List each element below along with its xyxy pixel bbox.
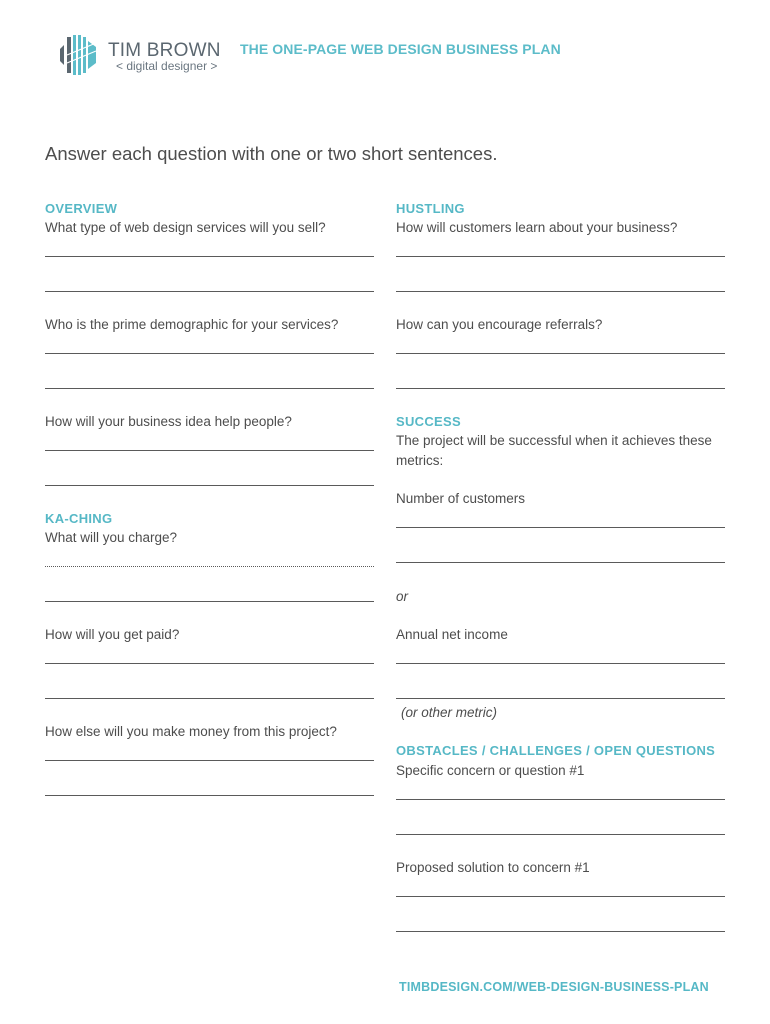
answer-line[interactable]	[396, 353, 725, 354]
answer-line[interactable]	[396, 834, 725, 835]
question-concern: Specific concern or question #1	[396, 763, 585, 778]
brand-tagline: < digital designer >	[116, 59, 218, 73]
success-heading: SUCCESS	[396, 414, 461, 429]
question-demographic: Who is the prime demographic for your services?	[45, 317, 339, 332]
answer-line[interactable]	[396, 896, 725, 897]
obstacles-heading: OBSTACLES / CHALLENGES / OPEN QUESTIONS	[396, 743, 716, 758]
answer-line[interactable]	[45, 485, 374, 486]
answer-line[interactable]	[396, 799, 725, 800]
answer-line[interactable]	[45, 698, 374, 699]
question-help-people: How will your business idea help people?	[45, 414, 292, 429]
question-learn: How will customers learn about your business?	[396, 220, 678, 235]
answer-line[interactable]	[45, 388, 374, 389]
answer-line[interactable]	[45, 760, 374, 761]
answer-line[interactable]	[45, 601, 374, 602]
success-intro: The project will be successful when it achieves these metrics:	[396, 433, 712, 468]
footer-url[interactable]: TIMBDESIGN.COM/WEB-DESIGN-BUSINESS-PLAN	[399, 980, 709, 994]
metric-income: Annual net income	[396, 627, 508, 642]
answer-line[interactable]	[45, 291, 374, 292]
metric-customers: Number of customers	[396, 491, 526, 506]
answer-line[interactable]	[396, 256, 725, 257]
logo-icon	[58, 33, 102, 77]
answer-line[interactable]	[396, 562, 725, 563]
question-services: What type of web design services will you sell?	[45, 220, 326, 235]
document-title: THE ONE-PAGE WEB DESIGN BUSINESS PLAN	[240, 41, 561, 57]
question-charge: What will you charge?	[45, 530, 178, 545]
answer-line[interactable]	[45, 795, 374, 796]
question-get-paid: How will you get paid?	[45, 627, 180, 642]
answer-line[interactable]	[396, 931, 725, 932]
kaching-heading: KA-CHING	[45, 511, 113, 526]
hustling-heading: HUSTLING	[396, 201, 465, 216]
overview-heading: OVERVIEW	[45, 201, 118, 216]
brand-name: TIM BROWN	[108, 40, 221, 61]
answer-line[interactable]	[396, 663, 725, 664]
answer-line[interactable]	[45, 450, 374, 451]
answer-line[interactable]	[396, 698, 725, 699]
metric-other: (or other metric)	[401, 705, 498, 720]
answer-line[interactable]	[396, 291, 725, 292]
answer-line[interactable]	[396, 527, 725, 528]
or-text: or	[396, 589, 409, 604]
question-solution: Proposed solution to concern #1	[396, 860, 590, 875]
answer-line[interactable]	[45, 663, 374, 664]
answer-line[interactable]	[45, 566, 374, 567]
answer-line[interactable]	[45, 353, 374, 354]
answer-line[interactable]	[45, 256, 374, 257]
question-make-money: How else will you make money from this project?	[45, 724, 337, 739]
answer-line[interactable]	[396, 388, 725, 389]
question-referrals: How can you encourage referrals?	[396, 317, 603, 332]
intro-text: Answer each question with one or two short sentences.	[45, 143, 498, 164]
